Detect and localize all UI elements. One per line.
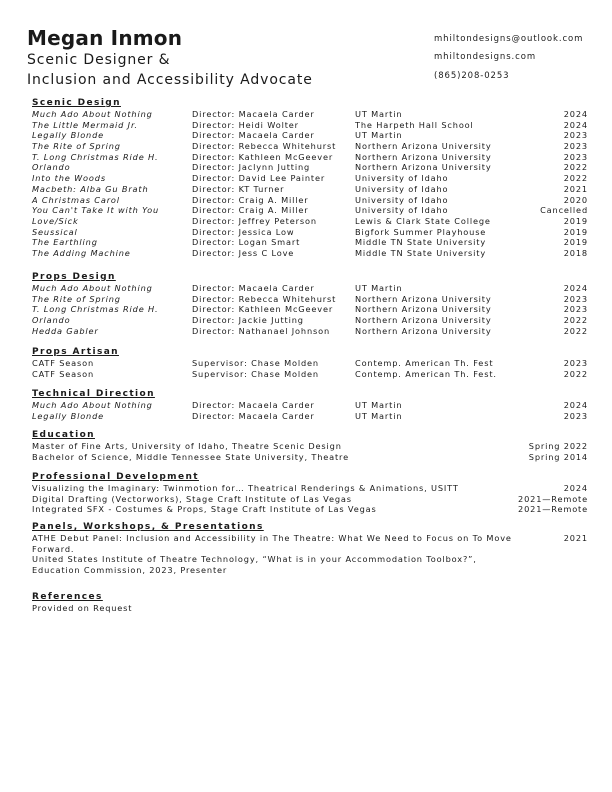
year: 2023 bbox=[563, 358, 588, 368]
table-row bbox=[32, 205, 588, 216]
course: Visualizing the Imaginary: Twinmotion for… Theatrical Renderings & Animations, USITT bbox=[32, 483, 459, 493]
production-title: T. Long Christmas Ride H. bbox=[32, 151, 159, 162]
venue: UT Martin bbox=[355, 400, 403, 410]
director: Director: Jeffrey Peterson bbox=[192, 215, 317, 226]
production-title: Legally Blonde bbox=[32, 410, 105, 421]
table-row bbox=[32, 227, 588, 238]
table-row bbox=[32, 400, 588, 411]
year: 2022 bbox=[563, 162, 588, 173]
year: 2023 bbox=[563, 293, 588, 304]
venue: The Harpeth Hall School bbox=[355, 119, 474, 130]
section-education bbox=[32, 430, 588, 462]
year: 2021 bbox=[563, 533, 588, 543]
venue: Northern Arizona University bbox=[355, 151, 492, 162]
table-row bbox=[32, 411, 588, 422]
year: Spring 2014 bbox=[528, 451, 588, 462]
director: Director: Jess C Love bbox=[192, 247, 295, 258]
section-scenic-design bbox=[32, 98, 588, 259]
year: 2019 bbox=[563, 237, 588, 248]
director: Director: Jessica Low bbox=[192, 226, 295, 237]
year: 2023 bbox=[563, 151, 588, 162]
section-heading: Props Design bbox=[32, 272, 116, 282]
venue: University of Idaho bbox=[355, 194, 449, 205]
year: 2024 bbox=[563, 109, 588, 119]
director: Director: Jackie Jutting bbox=[192, 315, 304, 326]
director: Director: Heidi Wolter bbox=[192, 119, 299, 130]
year: 2021 bbox=[563, 183, 588, 194]
year: 2024 bbox=[563, 483, 588, 493]
production-title: A Christmas Carol bbox=[32, 194, 120, 205]
list-item bbox=[32, 533, 588, 554]
year: 2024 bbox=[563, 119, 588, 130]
table-row bbox=[32, 141, 588, 152]
supervisor: Supervisor: Chase Molden bbox=[192, 358, 319, 368]
venue: University of Idaho bbox=[355, 205, 449, 216]
section-professional-development bbox=[32, 472, 588, 515]
table-row bbox=[32, 109, 588, 120]
director: Director: Macaela Carder bbox=[192, 130, 315, 141]
course: Integrated SFX - Costumes & Props, Stage Craft Institute of Las Vegas bbox=[32, 504, 377, 515]
venue: Middle TN State University bbox=[355, 247, 487, 258]
production-title: Orlando bbox=[32, 162, 71, 173]
venue: Northern Arizona University bbox=[355, 325, 492, 336]
section-props-design bbox=[32, 272, 588, 336]
section-heading: Education bbox=[32, 430, 95, 440]
section-heading: Scenic Design bbox=[32, 98, 121, 108]
resume-name: Megan Inmon bbox=[27, 26, 183, 50]
table-row bbox=[32, 173, 588, 184]
supervisor: Supervisor: Chase Molden bbox=[192, 368, 319, 379]
list-item bbox=[32, 494, 588, 505]
year: 2019 bbox=[563, 215, 588, 226]
year: 2020 bbox=[563, 194, 588, 205]
venue: Northern Arizona University bbox=[355, 162, 492, 173]
year: 2019 bbox=[563, 226, 588, 237]
director: Director: Macaela Carder bbox=[192, 283, 315, 293]
venue: UT Martin bbox=[355, 410, 403, 421]
director: Director: Nathanael Johnson bbox=[192, 325, 331, 336]
section-heading: Props Artisan bbox=[32, 347, 119, 357]
section-heading: Professional Development bbox=[32, 472, 199, 482]
table-row bbox=[32, 162, 588, 173]
year: 2022 bbox=[563, 173, 588, 184]
production-title: Orlando bbox=[32, 315, 71, 326]
table-row bbox=[32, 152, 588, 163]
contact-email: mhiltondesigns@outlook.com bbox=[434, 34, 584, 44]
list-item bbox=[32, 504, 588, 515]
panel-text: ATHE Debut Panel: Inclusion and Accessibility in The Theatre: What We Need to Focus on To Move Forward. bbox=[32, 533, 512, 554]
title-line-1: Scenic Designer & bbox=[27, 52, 171, 68]
production-title: Seussical bbox=[32, 226, 78, 237]
year: 2018 bbox=[563, 247, 588, 258]
year: 2022 bbox=[563, 368, 588, 379]
contact-phone: (865)208-0253 bbox=[434, 71, 510, 81]
table-row bbox=[32, 130, 588, 141]
year: 2022 bbox=[563, 325, 588, 336]
list-item bbox=[32, 554, 588, 575]
production-title: Much Ado About Nothing bbox=[32, 400, 153, 410]
director: Director: Craig A. Miller bbox=[192, 205, 309, 216]
production-title: Much Ado About Nothing bbox=[32, 109, 153, 119]
director: Director: Kathleen McGeever bbox=[192, 151, 334, 162]
title-line-2: Inclusion and Accessibility Advocate bbox=[27, 72, 313, 88]
year: 2023 bbox=[563, 141, 588, 152]
director: Director: Rebecca Whitehurst bbox=[192, 293, 337, 304]
section-heading: References bbox=[32, 592, 103, 602]
director: Director: Macaela Carder bbox=[192, 400, 315, 410]
production-title: Macbeth: Alba Gu Brath bbox=[32, 183, 149, 194]
table-row bbox=[32, 195, 588, 206]
section-props-artisan bbox=[32, 347, 588, 379]
production-title: CATF Season bbox=[32, 358, 95, 368]
section-heading: Panels, Workshops, & Presentations bbox=[32, 522, 264, 532]
year: 2021—Remote bbox=[518, 493, 588, 504]
director: Director: Logan Smart bbox=[192, 237, 301, 248]
venue: Middle TN State University bbox=[355, 237, 487, 248]
production-title: Much Ado About Nothing bbox=[32, 283, 153, 293]
venue: University of Idaho bbox=[355, 183, 449, 194]
year: 2024 bbox=[563, 400, 588, 410]
venue: Northern Arizona University bbox=[355, 304, 492, 315]
year: 2021—Remote bbox=[518, 504, 588, 515]
venue: Northern Arizona University bbox=[355, 141, 492, 152]
director: Director: Rebecca Whitehurst bbox=[192, 141, 337, 152]
production-title: Legally Blonde bbox=[32, 130, 105, 141]
year: 2023 bbox=[563, 130, 588, 141]
year: 2024 bbox=[563, 283, 588, 293]
director: Director: Jaclynn Jutting bbox=[192, 162, 311, 173]
director: Director: Craig A. Miller bbox=[192, 194, 309, 205]
production-title: You Can't Take It with You bbox=[32, 205, 160, 216]
table-row bbox=[32, 283, 588, 294]
table-row bbox=[32, 120, 588, 131]
production-title: The Rite of Spring bbox=[32, 141, 121, 152]
table-row bbox=[32, 294, 588, 305]
degree: Bachelor of Science, Middle Tennessee State University, Theatre bbox=[32, 451, 349, 462]
year: Spring 2022 bbox=[528, 441, 588, 451]
references-text bbox=[32, 603, 588, 614]
year: 2023 bbox=[563, 304, 588, 315]
section-technical-direction bbox=[32, 389, 588, 421]
degree: Master of Fine Arts, University of Idaho, Theatre Scenic Design bbox=[32, 441, 342, 451]
venue: Northern Arizona University bbox=[355, 293, 492, 304]
venue: UT Martin bbox=[355, 283, 403, 293]
production-title: T. Long Christmas Ride H. bbox=[32, 304, 159, 315]
production-title: The Earthling bbox=[32, 237, 98, 248]
table-row bbox=[32, 304, 588, 315]
production-title: The Rite of Spring bbox=[32, 293, 121, 304]
panel-text: United States Institute of Theatre Technology, “What is in your Accommodation Toolbox?”, Education Commission, 2023, Presenter bbox=[32, 554, 477, 576]
venue: Contemp. American Th. Fest bbox=[355, 358, 494, 368]
year: Cancelled bbox=[540, 205, 588, 216]
production-title: The Adding Machine bbox=[32, 247, 131, 258]
venue: Lewis & Clark State College bbox=[355, 215, 491, 226]
section-heading: Technical Direction bbox=[32, 389, 155, 399]
list-item bbox=[32, 452, 588, 463]
venue: Northern Arizona University bbox=[355, 315, 492, 326]
production-title: CATF Season bbox=[32, 368, 95, 379]
table-row bbox=[32, 184, 588, 195]
venue: University of Idaho bbox=[355, 173, 449, 184]
director: Director: KT Turner bbox=[192, 183, 285, 194]
table-row bbox=[32, 216, 588, 227]
director: Director: Macaela Carder bbox=[192, 109, 315, 119]
table-row bbox=[32, 369, 588, 380]
course: Digital Drafting (Vectorworks), Stage Craft Institute of Las Vegas bbox=[32, 493, 352, 504]
venue: UT Martin bbox=[355, 109, 403, 119]
list-item bbox=[32, 483, 588, 494]
table-row bbox=[32, 315, 588, 326]
director: Director: Kathleen McGeever bbox=[192, 304, 334, 315]
production-title: The Little Mermaid Jr. bbox=[32, 119, 138, 130]
table-row bbox=[32, 326, 588, 337]
contact-website: mhiltondesigns.com bbox=[434, 52, 536, 62]
section-references bbox=[32, 592, 588, 614]
production-title: Love/Sick bbox=[32, 215, 79, 226]
references-value: Provided on Request bbox=[32, 603, 133, 613]
section-panels bbox=[32, 522, 588, 576]
year: 2022 bbox=[563, 315, 588, 326]
list-item bbox=[32, 441, 588, 452]
director: Director: Macaela Carder bbox=[192, 410, 315, 421]
production-title: Into the Woods bbox=[32, 173, 106, 184]
table-row bbox=[32, 248, 588, 259]
table-row bbox=[32, 237, 588, 248]
year: 2023 bbox=[563, 410, 588, 421]
venue: Contemp. American Th. Fest. bbox=[355, 368, 497, 379]
director: Director: David Lee Painter bbox=[192, 173, 326, 184]
venue: Bigfork Summer Playhouse bbox=[355, 226, 487, 237]
venue: UT Martin bbox=[355, 130, 403, 141]
table-row bbox=[32, 358, 588, 369]
production-title: Hedda Gabler bbox=[32, 325, 99, 336]
